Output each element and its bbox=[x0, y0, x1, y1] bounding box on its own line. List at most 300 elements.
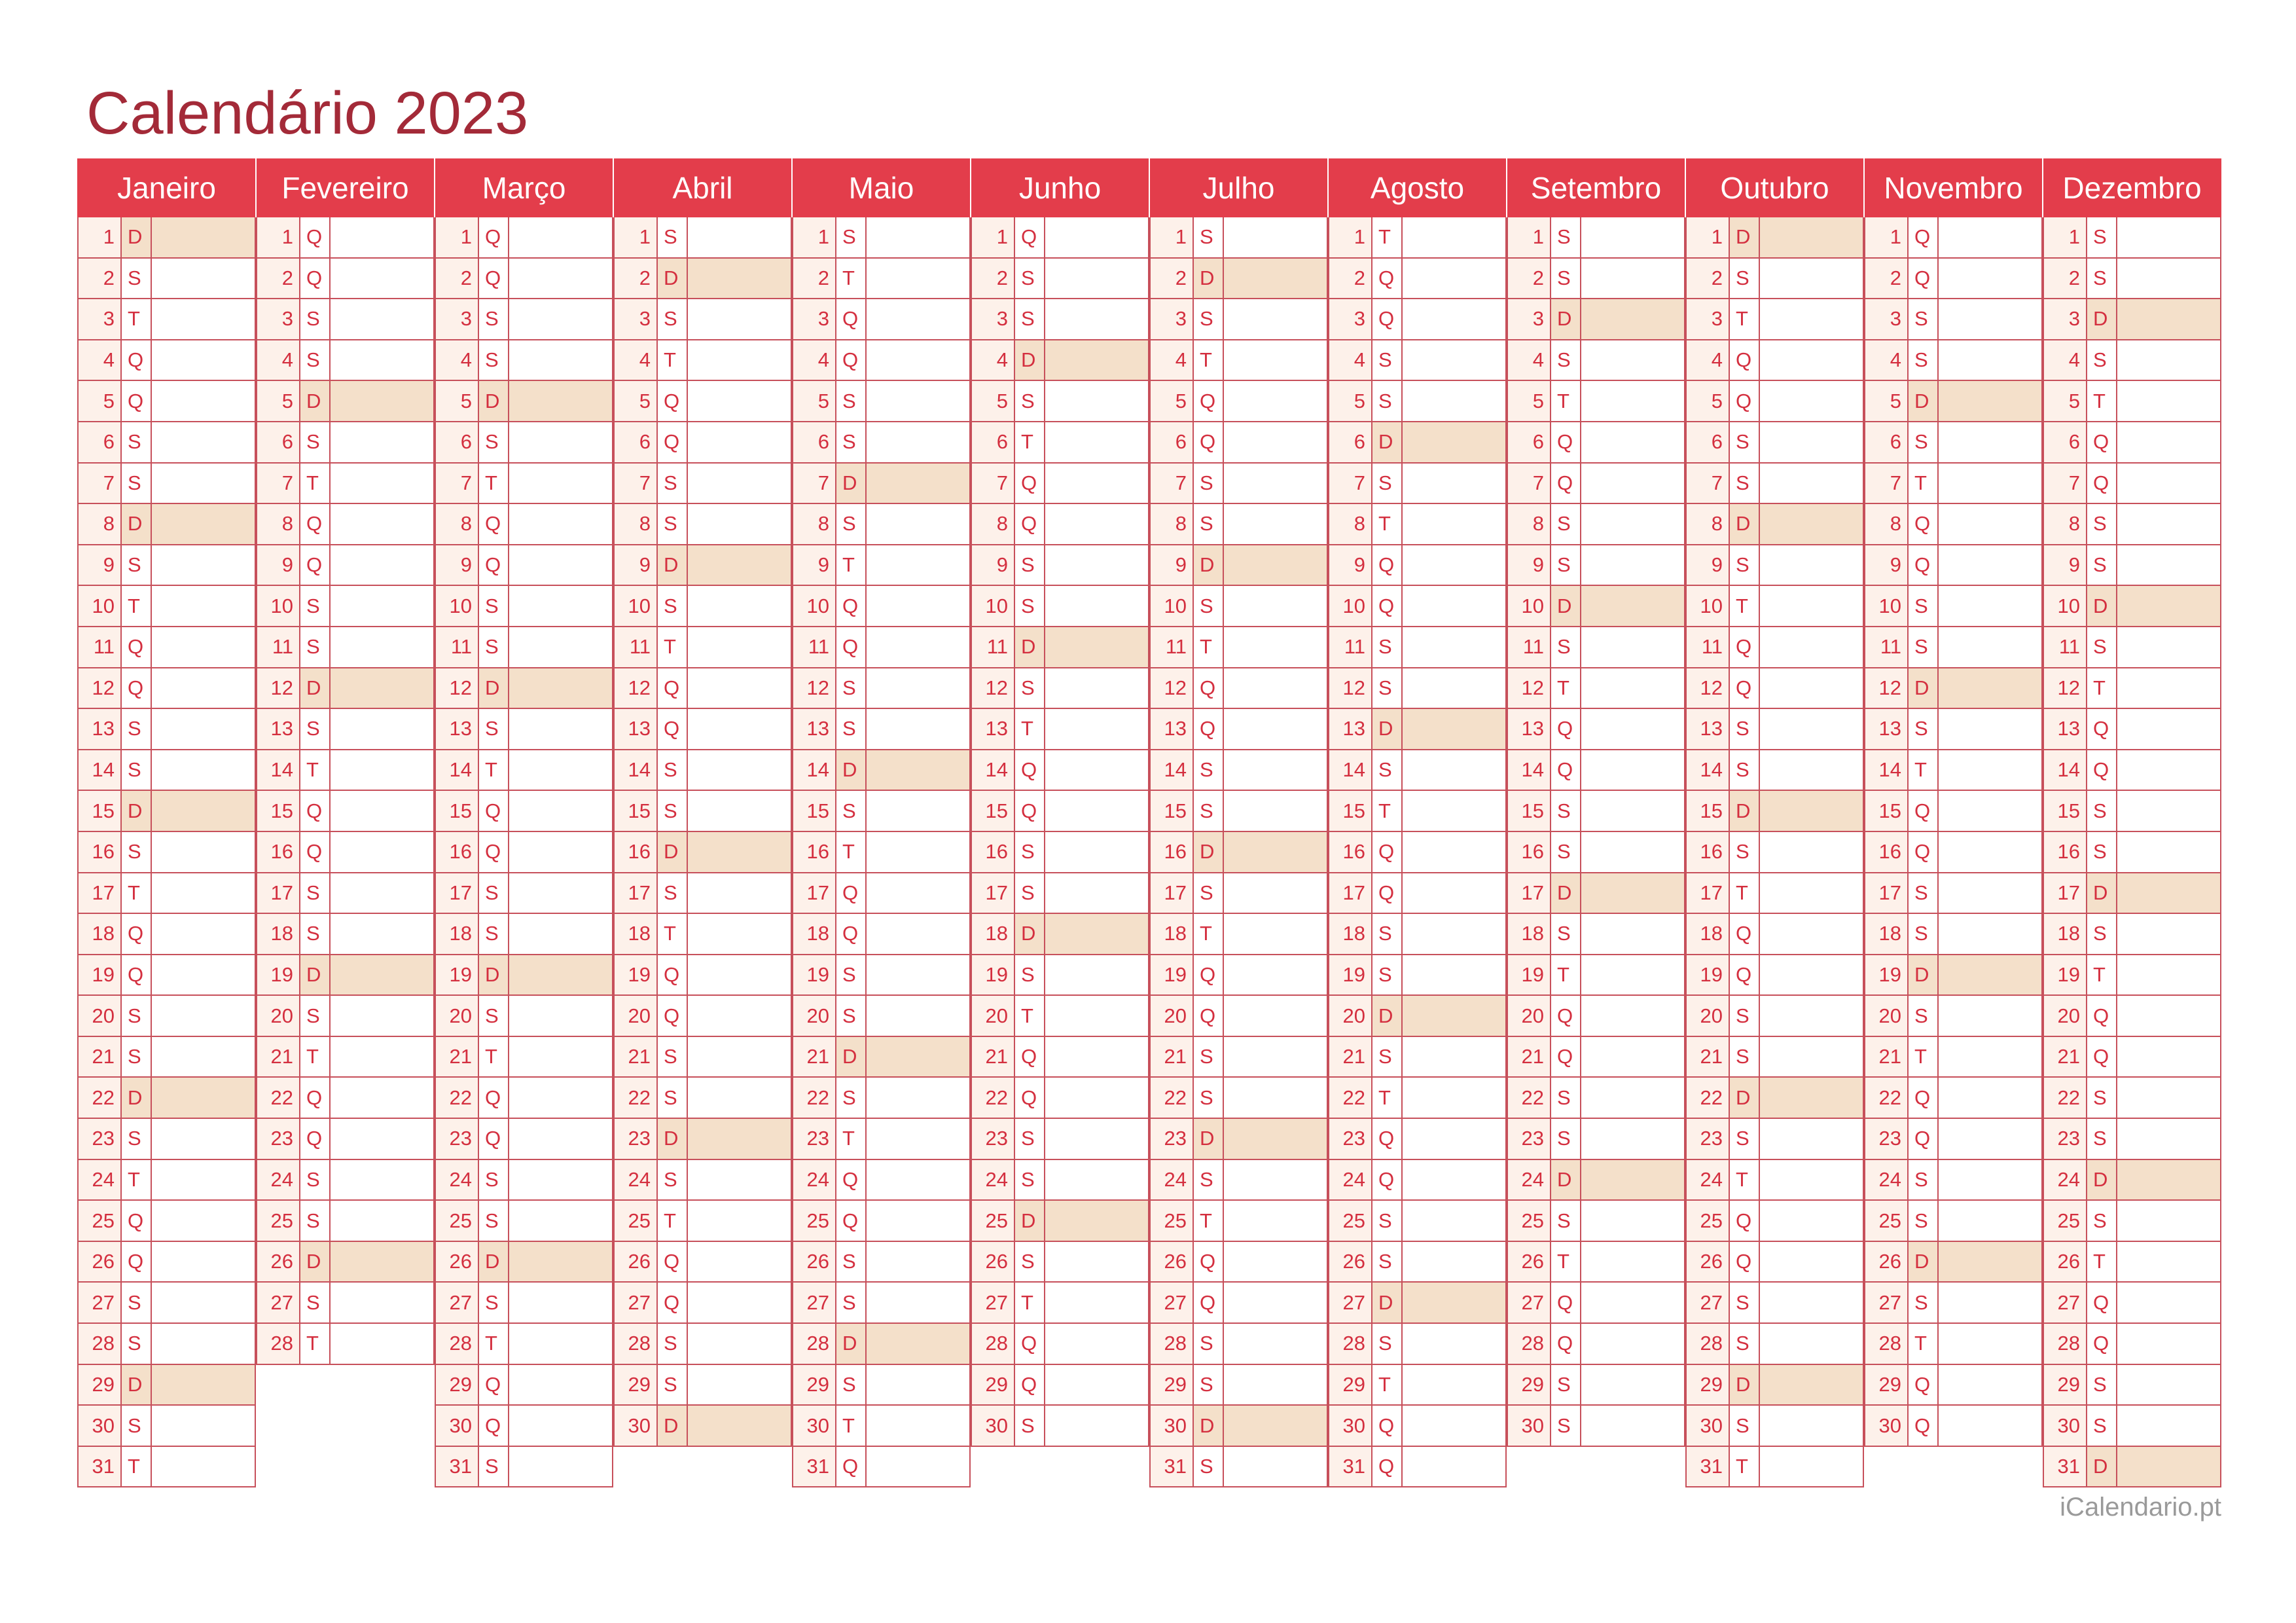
weekday-letter: S bbox=[479, 709, 509, 749]
day-number: 20 bbox=[436, 996, 479, 1036]
note-cell bbox=[1224, 1119, 1327, 1159]
note-cell bbox=[867, 791, 969, 831]
day-number: 29 bbox=[1329, 1365, 1372, 1405]
weekday-letter: T bbox=[122, 1447, 152, 1487]
weekday-letter: Q bbox=[658, 709, 688, 749]
page-title: Calendário 2023 bbox=[86, 80, 529, 147]
weekday-letter: S bbox=[836, 422, 867, 462]
day-row bbox=[79, 1447, 255, 1488]
month-days bbox=[256, 217, 435, 1365]
weekday-letter: S bbox=[836, 1283, 867, 1322]
day-number: 25 bbox=[615, 1201, 658, 1241]
note-cell bbox=[1045, 873, 1148, 913]
day-number: 16 bbox=[793, 832, 836, 872]
day-number: 25 bbox=[1151, 1201, 1194, 1241]
day-row bbox=[793, 1283, 969, 1324]
day-number: 30 bbox=[436, 1406, 479, 1446]
day-row bbox=[615, 1283, 791, 1324]
weekday-letter: S bbox=[1909, 340, 1939, 380]
note-cell bbox=[1045, 586, 1148, 626]
day-row bbox=[1687, 832, 1863, 873]
day-row bbox=[972, 873, 1148, 915]
day-row bbox=[1508, 955, 1684, 996]
day-number: 28 bbox=[1687, 1324, 1730, 1364]
note-cell bbox=[2117, 873, 2220, 913]
day-row bbox=[615, 1201, 791, 1242]
weekday-letter: Q bbox=[479, 259, 509, 299]
weekday-letter: Q bbox=[1015, 1037, 1045, 1077]
day-number: 31 bbox=[1151, 1447, 1194, 1487]
month-days bbox=[792, 217, 971, 1487]
note-cell bbox=[2117, 1447, 2220, 1487]
day-number: 26 bbox=[1151, 1242, 1194, 1282]
weekday-letter: D bbox=[122, 1078, 152, 1118]
note-cell bbox=[1939, 1406, 2041, 1446]
note-cell bbox=[1403, 791, 1505, 831]
day-row bbox=[972, 955, 1148, 996]
note-cell bbox=[1760, 1283, 1863, 1322]
day-number: 12 bbox=[615, 668, 658, 708]
day-row bbox=[436, 1078, 612, 1119]
note-cell bbox=[331, 464, 433, 503]
day-row bbox=[436, 340, 612, 382]
note-cell bbox=[1581, 381, 1684, 421]
day-row bbox=[793, 381, 969, 422]
day-row bbox=[1151, 1242, 1327, 1283]
weekday-letter: Q bbox=[1730, 340, 1760, 380]
note-cell bbox=[1581, 1201, 1684, 1241]
note-cell bbox=[1760, 955, 1863, 995]
note-cell bbox=[509, 1283, 612, 1322]
header-divider bbox=[2042, 158, 2043, 217]
note-cell bbox=[331, 1037, 433, 1077]
note-cell bbox=[1760, 1160, 1863, 1200]
weekday-letter: T bbox=[658, 914, 688, 954]
day-row bbox=[2044, 1037, 2220, 1078]
day-number: 17 bbox=[79, 873, 122, 913]
day-number: 5 bbox=[1329, 381, 1372, 421]
day-number: 30 bbox=[1151, 1406, 1194, 1446]
day-row bbox=[79, 1078, 255, 1119]
note-cell bbox=[1224, 381, 1327, 421]
day-row bbox=[1865, 1365, 2041, 1406]
note-cell bbox=[1224, 1365, 1327, 1405]
day-number: 5 bbox=[793, 381, 836, 421]
note-cell bbox=[867, 1447, 969, 1487]
month-header: Abril bbox=[613, 158, 792, 217]
weekday-letter: Q bbox=[479, 217, 509, 257]
day-row bbox=[257, 504, 433, 545]
weekday-letter: S bbox=[1015, 586, 1045, 626]
day-number: 20 bbox=[1151, 996, 1194, 1036]
note-cell bbox=[2117, 996, 2220, 1036]
day-number: 31 bbox=[1329, 1447, 1372, 1487]
day-row bbox=[1508, 1283, 1684, 1324]
day-number: 16 bbox=[79, 832, 122, 872]
note-cell bbox=[1045, 1160, 1148, 1200]
weekday-letter: D bbox=[122, 504, 152, 544]
weekday-letter: Q bbox=[2087, 1324, 2117, 1364]
day-number: 14 bbox=[1865, 750, 1909, 790]
day-row bbox=[79, 1037, 255, 1078]
day-number: 22 bbox=[972, 1078, 1015, 1118]
day-number: 25 bbox=[972, 1201, 1015, 1241]
note-cell bbox=[509, 1037, 612, 1077]
day-row bbox=[79, 996, 255, 1037]
weekday-letter: T bbox=[1909, 1324, 1939, 1364]
day-number: 28 bbox=[972, 1324, 1015, 1364]
day-row bbox=[257, 668, 433, 710]
weekday-letter: T bbox=[1730, 1447, 1760, 1487]
day-row bbox=[1508, 464, 1684, 505]
day-row bbox=[1151, 259, 1327, 300]
day-number: 9 bbox=[1865, 545, 1909, 585]
day-number: 11 bbox=[1151, 627, 1194, 667]
note-cell bbox=[509, 791, 612, 831]
weekday-letter: T bbox=[1372, 217, 1403, 257]
day-row bbox=[1508, 996, 1684, 1037]
note-cell bbox=[1581, 1242, 1684, 1282]
weekday-letter: S bbox=[1372, 1201, 1403, 1241]
note-cell bbox=[1939, 1242, 2041, 1282]
day-row bbox=[436, 996, 612, 1037]
weekday-letter: D bbox=[2087, 586, 2117, 626]
note-cell bbox=[1939, 914, 2041, 954]
weekday-letter: S bbox=[658, 464, 688, 503]
day-number: 7 bbox=[79, 464, 122, 503]
weekday-letter: T bbox=[122, 1160, 152, 1200]
note-cell bbox=[867, 259, 969, 299]
day-number: 9 bbox=[1151, 545, 1194, 585]
note-cell bbox=[2117, 259, 2220, 299]
note-cell bbox=[1760, 340, 1863, 380]
day-number: 15 bbox=[1865, 791, 1909, 831]
note-cell bbox=[509, 217, 612, 257]
note-cell bbox=[1760, 1037, 1863, 1077]
day-number: 25 bbox=[1865, 1201, 1909, 1241]
day-number: 5 bbox=[79, 381, 122, 421]
day-number: 1 bbox=[793, 217, 836, 257]
day-row bbox=[1687, 1160, 1863, 1201]
day-row bbox=[436, 791, 612, 832]
day-row bbox=[257, 955, 433, 996]
note-cell bbox=[2117, 1365, 2220, 1405]
note-cell bbox=[331, 1242, 433, 1282]
note-cell bbox=[688, 259, 791, 299]
day-number: 8 bbox=[1687, 504, 1730, 544]
day-number: 27 bbox=[436, 1283, 479, 1322]
weekday-letter: D bbox=[479, 955, 509, 995]
note-cell bbox=[509, 832, 612, 872]
weekday-letter: S bbox=[1551, 545, 1581, 585]
weekday-letter: T bbox=[658, 1201, 688, 1241]
note-cell bbox=[1403, 955, 1505, 995]
day-row bbox=[2044, 504, 2220, 545]
note-cell bbox=[152, 504, 255, 544]
day-number: 15 bbox=[1151, 791, 1194, 831]
day-row bbox=[1329, 545, 1505, 587]
note-cell bbox=[1403, 464, 1505, 503]
day-number: 17 bbox=[1329, 873, 1372, 913]
day-row bbox=[972, 340, 1148, 382]
day-row bbox=[1329, 1365, 1505, 1406]
month-column bbox=[1149, 158, 1328, 1487]
weekday-letter: S bbox=[1194, 586, 1224, 626]
note-cell bbox=[2117, 955, 2220, 995]
day-row bbox=[1687, 340, 1863, 382]
day-row bbox=[793, 668, 969, 710]
note-cell bbox=[1224, 668, 1327, 708]
weekday-letter: S bbox=[1551, 832, 1581, 872]
weekday-letter: D bbox=[122, 217, 152, 257]
note-cell bbox=[1045, 668, 1148, 708]
weekday-letter: S bbox=[122, 1119, 152, 1159]
day-row bbox=[615, 914, 791, 955]
note-cell bbox=[1403, 668, 1505, 708]
note-cell bbox=[1581, 340, 1684, 380]
day-row bbox=[1687, 299, 1863, 340]
day-row bbox=[1865, 504, 2041, 545]
day-row bbox=[1508, 1160, 1684, 1201]
note-cell bbox=[509, 1160, 612, 1200]
day-row bbox=[615, 1160, 791, 1201]
day-number: 12 bbox=[1508, 668, 1551, 708]
weekday-letter: S bbox=[122, 832, 152, 872]
weekday-letter: Q bbox=[122, 627, 152, 667]
day-number: 6 bbox=[1865, 422, 1909, 462]
day-number: 2 bbox=[972, 259, 1015, 299]
day-number: 20 bbox=[1687, 996, 1730, 1036]
note-cell bbox=[688, 914, 791, 954]
note-cell bbox=[1224, 1037, 1327, 1077]
day-number: 17 bbox=[1508, 873, 1551, 913]
note-cell bbox=[1581, 1119, 1684, 1159]
weekday-letter: S bbox=[1909, 709, 1939, 749]
day-number: 14 bbox=[1687, 750, 1730, 790]
day-number: 11 bbox=[615, 627, 658, 667]
day-row bbox=[1508, 1037, 1684, 1078]
weekday-letter: Q bbox=[1372, 832, 1403, 872]
note-cell bbox=[688, 464, 791, 503]
weekday-letter: Q bbox=[479, 1119, 509, 1159]
day-row bbox=[257, 996, 433, 1037]
weekday-letter: S bbox=[1730, 1119, 1760, 1159]
note-cell bbox=[1045, 832, 1148, 872]
note-cell bbox=[1224, 217, 1327, 257]
day-row bbox=[2044, 1242, 2220, 1283]
weekday-letter: Q bbox=[122, 1242, 152, 1282]
day-row bbox=[1508, 586, 1684, 627]
header-divider bbox=[434, 158, 435, 217]
day-number: 17 bbox=[1865, 873, 1909, 913]
day-row bbox=[436, 545, 612, 587]
day-number: 10 bbox=[257, 586, 300, 626]
day-row bbox=[1329, 914, 1505, 955]
day-row bbox=[2044, 1365, 2220, 1406]
note-cell bbox=[331, 1201, 433, 1241]
day-number: 23 bbox=[1329, 1119, 1372, 1159]
weekday-letter: Q bbox=[1730, 955, 1760, 995]
weekday-letter: S bbox=[658, 1365, 688, 1405]
weekday-letter: S bbox=[479, 1283, 509, 1322]
weekday-letter: D bbox=[658, 545, 688, 585]
note-cell bbox=[1045, 299, 1148, 339]
day-row bbox=[1865, 586, 2041, 627]
day-number: 29 bbox=[2044, 1365, 2087, 1405]
day-row bbox=[793, 832, 969, 873]
day-row bbox=[972, 1283, 1148, 1324]
weekday-letter: S bbox=[479, 627, 509, 667]
day-row bbox=[1329, 791, 1505, 832]
day-row bbox=[79, 955, 255, 996]
weekday-letter: Q bbox=[1909, 217, 1939, 257]
day-row bbox=[79, 259, 255, 300]
day-row bbox=[1151, 1365, 1327, 1406]
day-number: 4 bbox=[1329, 340, 1372, 380]
day-number: 28 bbox=[793, 1324, 836, 1364]
day-row bbox=[1329, 299, 1505, 340]
weekday-letter: D bbox=[122, 1365, 152, 1405]
day-row bbox=[1508, 914, 1684, 955]
day-number: 10 bbox=[79, 586, 122, 626]
day-row bbox=[79, 750, 255, 792]
day-number: 14 bbox=[972, 750, 1015, 790]
weekday-letter: T bbox=[122, 586, 152, 626]
note-cell bbox=[1760, 1242, 1863, 1282]
day-row bbox=[2044, 586, 2220, 627]
note-cell bbox=[867, 545, 969, 585]
note-cell bbox=[331, 422, 433, 462]
weekday-letter: S bbox=[300, 914, 331, 954]
weekday-letter: Q bbox=[1015, 750, 1045, 790]
day-number: 11 bbox=[1508, 627, 1551, 667]
weekday-letter: S bbox=[300, 422, 331, 462]
day-number: 10 bbox=[1508, 586, 1551, 626]
note-cell bbox=[2117, 832, 2220, 872]
day-row bbox=[1151, 832, 1327, 873]
note-cell bbox=[2117, 750, 2220, 790]
note-cell bbox=[688, 791, 791, 831]
weekday-letter: T bbox=[658, 627, 688, 667]
weekday-letter: S bbox=[658, 750, 688, 790]
note-cell bbox=[152, 1119, 255, 1159]
day-row bbox=[615, 791, 791, 832]
note-cell bbox=[1224, 996, 1327, 1036]
day-number: 17 bbox=[972, 873, 1015, 913]
weekday-letter: Q bbox=[1194, 955, 1224, 995]
day-number: 9 bbox=[79, 545, 122, 585]
weekday-letter: Q bbox=[1551, 709, 1581, 749]
note-cell bbox=[1045, 464, 1148, 503]
day-row bbox=[436, 504, 612, 545]
note-cell bbox=[867, 996, 969, 1036]
day-number: 4 bbox=[793, 340, 836, 380]
note-cell bbox=[2117, 422, 2220, 462]
month-days bbox=[1685, 217, 1864, 1487]
day-row bbox=[436, 464, 612, 505]
day-row bbox=[972, 545, 1148, 587]
weekday-letter: S bbox=[122, 996, 152, 1036]
day-number: 13 bbox=[436, 709, 479, 749]
day-row bbox=[257, 422, 433, 464]
day-number: 10 bbox=[972, 586, 1015, 626]
weekday-letter: S bbox=[122, 750, 152, 790]
day-number: 26 bbox=[257, 1242, 300, 1282]
month-column bbox=[77, 158, 256, 1487]
day-number: 3 bbox=[615, 299, 658, 339]
day-row bbox=[1151, 1406, 1327, 1447]
day-row bbox=[972, 996, 1148, 1037]
day-row bbox=[793, 1078, 969, 1119]
day-row bbox=[1865, 668, 2041, 710]
note-cell bbox=[2117, 504, 2220, 544]
weekday-letter: Q bbox=[479, 545, 509, 585]
day-row bbox=[1151, 873, 1327, 915]
day-number: 14 bbox=[1508, 750, 1551, 790]
weekday-letter: Q bbox=[479, 504, 509, 544]
weekday-letter: S bbox=[1372, 914, 1403, 954]
day-number: 23 bbox=[436, 1119, 479, 1159]
weekday-letter: Q bbox=[836, 299, 867, 339]
month-days bbox=[971, 217, 1149, 1447]
note-cell bbox=[1403, 1119, 1505, 1159]
day-row bbox=[436, 1406, 612, 1447]
weekday-letter: S bbox=[2087, 1406, 2117, 1446]
weekday-letter: Q bbox=[1194, 381, 1224, 421]
note-cell bbox=[1760, 873, 1863, 913]
day-number: 13 bbox=[2044, 709, 2087, 749]
weekday-letter: T bbox=[1194, 627, 1224, 667]
note-cell bbox=[1581, 422, 1684, 462]
day-number: 25 bbox=[1329, 1201, 1372, 1241]
note-cell bbox=[1045, 750, 1148, 790]
note-cell bbox=[867, 709, 969, 749]
weekday-letter: D bbox=[836, 464, 867, 503]
weekday-letter: T bbox=[300, 750, 331, 790]
weekday-letter: S bbox=[1551, 504, 1581, 544]
weekday-letter: S bbox=[1909, 586, 1939, 626]
day-row bbox=[1151, 299, 1327, 340]
day-number: 24 bbox=[1687, 1160, 1730, 1200]
day-number: 11 bbox=[1329, 627, 1372, 667]
day-number: 7 bbox=[615, 464, 658, 503]
day-row bbox=[793, 709, 969, 750]
day-number: 20 bbox=[1865, 996, 1909, 1036]
note-cell bbox=[1939, 627, 2041, 667]
day-number: 12 bbox=[257, 668, 300, 708]
weekday-letter: Q bbox=[122, 340, 152, 380]
note-cell bbox=[1760, 1447, 1863, 1487]
note-cell bbox=[867, 873, 969, 913]
day-row bbox=[1151, 627, 1327, 668]
note-cell bbox=[1939, 1037, 2041, 1077]
note-cell bbox=[331, 545, 433, 585]
day-row bbox=[257, 259, 433, 300]
note-cell bbox=[1403, 1447, 1505, 1487]
weekday-letter: S bbox=[836, 1078, 867, 1118]
day-row bbox=[1329, 1201, 1505, 1242]
day-row bbox=[1865, 1324, 2041, 1365]
weekday-letter: S bbox=[1551, 627, 1581, 667]
note-cell bbox=[152, 1447, 255, 1487]
day-row bbox=[257, 627, 433, 668]
day-row bbox=[436, 914, 612, 955]
note-cell bbox=[1224, 1160, 1327, 1200]
day-number: 18 bbox=[1687, 914, 1730, 954]
note-cell bbox=[1045, 1201, 1148, 1241]
note-cell bbox=[688, 873, 791, 913]
day-row bbox=[615, 1324, 791, 1365]
